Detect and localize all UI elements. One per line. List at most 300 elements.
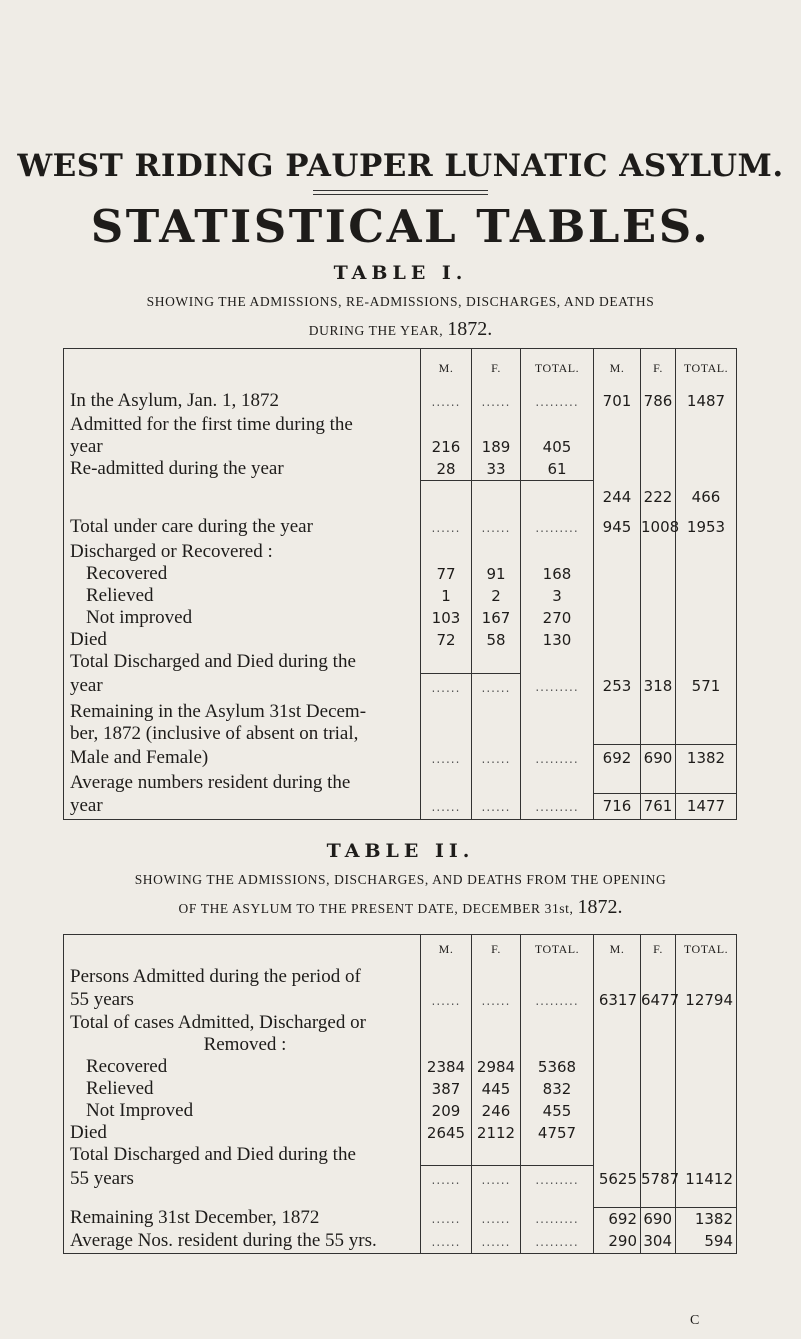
table1--cell-t2: 1953 bbox=[676, 514, 737, 541]
leader-dots: ...... bbox=[481, 680, 511, 695]
table2-header-label-cell bbox=[64, 935, 421, 965]
table1--row bbox=[64, 701, 737, 723]
leader-dots: ......... bbox=[535, 799, 579, 814]
table1--cell-m2 bbox=[594, 585, 641, 607]
leader-dots: ...... bbox=[431, 394, 461, 409]
table2--cell-m2 bbox=[594, 1100, 641, 1122]
table2--cell-m2: 5625 bbox=[594, 1166, 641, 1194]
table2--cell-m2 bbox=[594, 1193, 641, 1207]
table2--cell-f1: 246 bbox=[472, 1100, 521, 1122]
table1--cell-t1 bbox=[521, 514, 594, 541]
table1--cell-t1: 405 bbox=[521, 436, 594, 458]
leader-dots: ......... bbox=[535, 394, 579, 409]
table2--cell-m1 bbox=[421, 1144, 472, 1166]
table2--cell-m1: 387 bbox=[421, 1078, 472, 1100]
table2--cell-f1: 2112 bbox=[472, 1122, 521, 1144]
table1--cell-m2 bbox=[594, 414, 641, 436]
table2-header-m-summary: M. bbox=[594, 935, 641, 965]
table2--row bbox=[64, 1078, 737, 1100]
table1--cell-t2 bbox=[676, 436, 737, 458]
leader-dots: ......... bbox=[535, 1235, 579, 1249]
leader-dots: ...... bbox=[431, 1235, 461, 1249]
table1-subtitle-year: 1872. bbox=[447, 318, 493, 340]
leader-dots: ......... bbox=[535, 680, 579, 694]
table1--cell-m1: 77 bbox=[421, 563, 472, 585]
table1--cell-t1 bbox=[521, 414, 594, 436]
table2--row bbox=[64, 1144, 737, 1166]
table2--cell-t2: 11412 bbox=[676, 1166, 737, 1194]
table2--cell-m2 bbox=[594, 1078, 641, 1100]
table2--row-label: Recovered bbox=[64, 1056, 421, 1078]
table1--cell-m1 bbox=[421, 389, 472, 414]
table2--cell-m2 bbox=[594, 1122, 641, 1144]
table1--cell-f1: 189 bbox=[472, 436, 521, 458]
table1--cell-f2 bbox=[641, 629, 676, 651]
table2--row bbox=[64, 1230, 737, 1254]
table1--cell-m1 bbox=[421, 673, 472, 701]
table2--cell-m1: 2384 bbox=[421, 1056, 472, 1078]
table1--cell-t1: 3 bbox=[521, 585, 594, 607]
table2 bbox=[63, 934, 737, 1254]
table1--cell-f1 bbox=[472, 480, 521, 514]
table1--cell-t2 bbox=[676, 563, 737, 585]
table1--cell-m1: 28 bbox=[421, 458, 472, 481]
table1--cell-m2: 244 bbox=[594, 480, 641, 514]
title-rule-bottom bbox=[313, 194, 488, 195]
table1--cell-f1 bbox=[472, 673, 521, 701]
table2--row-label: Died bbox=[64, 1122, 421, 1144]
table1-title: TABLE I. bbox=[333, 262, 468, 284]
leader-dots: ......... bbox=[535, 521, 579, 535]
table1--cell-f1 bbox=[472, 745, 521, 772]
leader-dots: ...... bbox=[481, 1212, 511, 1226]
table1--cell-m2 bbox=[594, 541, 641, 563]
table1-header-total-summary: TOTAL. bbox=[676, 349, 737, 389]
table2--cell-t2 bbox=[676, 965, 737, 989]
table2--cell-m1 bbox=[421, 1207, 472, 1230]
table2--cell-f1 bbox=[472, 965, 521, 989]
leader-dots: ......... bbox=[535, 751, 579, 766]
table1-header-m: M. bbox=[421, 349, 472, 389]
leader-dots: ...... bbox=[431, 993, 461, 1008]
table1--cell-t1 bbox=[521, 651, 594, 673]
table2--cell-t2: 1382 bbox=[676, 1207, 737, 1230]
table1--cell-f1 bbox=[472, 651, 521, 673]
table1--row-label: Relieved bbox=[64, 585, 421, 607]
table1--cell-m2: 692 bbox=[594, 745, 641, 772]
table1--cell-t1: 168 bbox=[521, 563, 594, 585]
table1--row bbox=[64, 436, 737, 458]
table2--cell-f2 bbox=[641, 1193, 676, 1207]
table2--cell-m2: 692 bbox=[594, 1207, 641, 1230]
table2--row bbox=[64, 989, 737, 1012]
table1--cell-f2: 318 bbox=[641, 673, 676, 701]
table2--cell-m1 bbox=[421, 1034, 472, 1056]
table2--row-label: 55 years bbox=[64, 1166, 421, 1194]
table1--cell-f2: 1008 bbox=[641, 514, 676, 541]
table1-header-total: TOTAL. bbox=[521, 349, 594, 389]
table2--cell-t1 bbox=[521, 1207, 594, 1230]
table2--cell-t1 bbox=[521, 1166, 594, 1194]
table1--row bbox=[64, 723, 737, 745]
table2--cell-t1 bbox=[521, 1193, 594, 1207]
table2--cell-f2: 5787 bbox=[641, 1166, 676, 1194]
table2--row-label: Not Improved bbox=[64, 1100, 421, 1122]
table2--cell-t2 bbox=[676, 1012, 737, 1034]
table2--cell-m1 bbox=[421, 1230, 472, 1254]
leader-dots: ......... bbox=[535, 1212, 579, 1226]
table2--cell-f1: 445 bbox=[472, 1078, 521, 1100]
table1--cell-t1 bbox=[521, 673, 594, 701]
table2--cell-t2 bbox=[676, 1193, 737, 1207]
table1--cell-m1 bbox=[421, 541, 472, 563]
table1--cell-f2 bbox=[641, 651, 676, 673]
table1--cell-t2 bbox=[676, 458, 737, 481]
table2--cell-f1 bbox=[472, 1193, 521, 1207]
table1--row bbox=[64, 651, 737, 673]
table2--cell-t2 bbox=[676, 1100, 737, 1122]
table2--cell-t1: 832 bbox=[521, 1078, 594, 1100]
table2--cell-m2 bbox=[594, 1012, 641, 1034]
table1--cell-f1: 91 bbox=[472, 563, 521, 585]
table1--row bbox=[64, 414, 737, 436]
table2--cell-m2: 290 bbox=[594, 1230, 641, 1254]
table1--cell-f2 bbox=[641, 563, 676, 585]
table2--cell-f1 bbox=[472, 1034, 521, 1056]
table2--cell-t1 bbox=[521, 965, 594, 989]
table2--row bbox=[64, 1056, 737, 1078]
table2--cell-m1 bbox=[421, 1012, 472, 1034]
table1--cell-m2 bbox=[594, 651, 641, 673]
table1--row bbox=[64, 389, 737, 414]
leader-dots: ...... bbox=[431, 521, 461, 535]
table1--row-label bbox=[64, 480, 421, 514]
table1--cell-t1 bbox=[521, 480, 594, 514]
table1--cell-m2: 253 bbox=[594, 673, 641, 701]
table1--row bbox=[64, 607, 737, 629]
table1--cell-t1 bbox=[521, 541, 594, 563]
table1--cell-f1 bbox=[472, 389, 521, 414]
table2-header-f-summary: F. bbox=[641, 935, 676, 965]
table1--cell-f2 bbox=[641, 458, 676, 481]
table2--cell-t1 bbox=[521, 1034, 594, 1056]
table1--row-label: ber, 1872 (inclusive of absent on trial, bbox=[64, 723, 421, 745]
table2--cell-t1 bbox=[521, 989, 594, 1012]
table1--cell-m2: 701 bbox=[594, 389, 641, 414]
table1--cell-t1 bbox=[521, 794, 594, 820]
table1--cell-m1: 72 bbox=[421, 629, 472, 651]
table2--cell-f2 bbox=[641, 1122, 676, 1144]
table1--cell-f2 bbox=[641, 701, 676, 723]
table1-subtitle-line1: SHOWING THE ADMISSIONS, RE-ADMISSIONS, DISCHARGES, AND DEATHS bbox=[146, 294, 655, 309]
table1--cell-t2: 1382 bbox=[676, 745, 737, 772]
table1--cell-t1 bbox=[521, 389, 594, 414]
table2--row-label: Relieved bbox=[64, 1078, 421, 1100]
table1--row bbox=[64, 563, 737, 585]
table2--row bbox=[64, 1207, 737, 1230]
table1--row bbox=[64, 794, 737, 820]
table2--cell-f1 bbox=[472, 1166, 521, 1194]
leader-dots: ...... bbox=[431, 1212, 461, 1226]
table1--cell-m1: 216 bbox=[421, 436, 472, 458]
table2--cell-f2 bbox=[641, 1100, 676, 1122]
table1--row-label: Re-admitted during the year bbox=[64, 458, 421, 481]
table2--cell-f2 bbox=[641, 965, 676, 989]
table1--cell-t1 bbox=[521, 745, 594, 772]
table1--cell-f1 bbox=[472, 414, 521, 436]
leader-dots: ...... bbox=[481, 751, 511, 766]
leader-dots: ...... bbox=[481, 521, 511, 535]
table1--row-label: Recovered bbox=[64, 563, 421, 585]
table2--cell-t2: 594 bbox=[676, 1230, 737, 1254]
table1--cell-f1: 167 bbox=[472, 607, 521, 629]
table1--cell-m1: 103 bbox=[421, 607, 472, 629]
table1--cell-t2: 1477 bbox=[676, 794, 737, 820]
table2--cell-m1 bbox=[421, 989, 472, 1012]
table1--cell-m2 bbox=[594, 607, 641, 629]
table2--cell-m1: 2645 bbox=[421, 1122, 472, 1144]
table2--cell-m2 bbox=[594, 965, 641, 989]
table1--cell-m2 bbox=[594, 701, 641, 723]
table2--cell-t1: 455 bbox=[521, 1100, 594, 1122]
table2--cell-m2 bbox=[594, 1144, 641, 1166]
table1--cell-t1 bbox=[521, 723, 594, 745]
table2-title: TABLE II. bbox=[326, 840, 475, 862]
table1--cell-m2 bbox=[594, 458, 641, 481]
leader-dots: ...... bbox=[481, 993, 511, 1008]
table2--cell-f1 bbox=[472, 1207, 521, 1230]
table2-subtitle-line1: SHOWING THE ADMISSIONS, DISCHARGES, AND DEATHS FROM THE OPENING bbox=[134, 872, 667, 887]
table2-header-m: M. bbox=[421, 935, 472, 965]
table1--cell-m1 bbox=[421, 772, 472, 794]
table2--cell-f2 bbox=[641, 1012, 676, 1034]
page-signature-mark: C bbox=[690, 1313, 700, 1328]
leader-dots: ...... bbox=[481, 1173, 511, 1187]
table1 bbox=[63, 348, 737, 820]
leader-dots: ...... bbox=[481, 1235, 511, 1249]
table1--cell-m2: 945 bbox=[594, 514, 641, 541]
table1--cell-m2 bbox=[594, 436, 641, 458]
table1--cell-f1 bbox=[472, 794, 521, 820]
table1--row bbox=[64, 772, 737, 794]
table1--cell-f2 bbox=[641, 723, 676, 745]
table1--row bbox=[64, 673, 737, 701]
table2--cell-f1 bbox=[472, 1144, 521, 1166]
table1--row-label: In the Asylum, Jan. 1, 1872 bbox=[64, 389, 421, 414]
table2--row-label: Remaining 31st December, 1872 bbox=[64, 1207, 421, 1230]
table1--cell-f2 bbox=[641, 541, 676, 563]
table1--cell-m1 bbox=[421, 745, 472, 772]
table2--row-label: Persons Admitted during the period of bbox=[64, 965, 421, 989]
table1--row-label: Admitted for the first time during the bbox=[64, 414, 421, 436]
table1--row-label: year bbox=[64, 794, 421, 820]
table1--cell-f2: 690 bbox=[641, 745, 676, 772]
table1--cell-m2 bbox=[594, 563, 641, 585]
table1--cell-f1 bbox=[472, 541, 521, 563]
table1-subtitle-line2: DURING THE YEAR, 1872. bbox=[308, 318, 493, 340]
table1-header-m-summary: M. bbox=[594, 349, 641, 389]
leader-dots: ...... bbox=[431, 1173, 461, 1187]
table1--cell-m1 bbox=[421, 480, 472, 514]
table1--cell-f1 bbox=[472, 514, 521, 541]
table1--row bbox=[64, 458, 737, 481]
table1--row-label: Average numbers resident during the bbox=[64, 772, 421, 794]
table1--cell-f2 bbox=[641, 772, 676, 794]
table2--cell-f1 bbox=[472, 1230, 521, 1254]
table1--cell-f1 bbox=[472, 723, 521, 745]
table1--row bbox=[64, 480, 737, 514]
table1--row-label: Total Discharged and Died during the bbox=[64, 651, 421, 673]
table2--cell-t2 bbox=[676, 1056, 737, 1078]
table1--cell-t2: 466 bbox=[676, 480, 737, 514]
table2--cell-t2: 12794 bbox=[676, 989, 737, 1012]
table2--cell-f1 bbox=[472, 989, 521, 1012]
table1--row-label: Not improved bbox=[64, 607, 421, 629]
table1--cell-t2 bbox=[676, 723, 737, 745]
table1--cell-t1: 270 bbox=[521, 607, 594, 629]
table1--cell-t1 bbox=[521, 701, 594, 723]
table2--row bbox=[64, 1012, 737, 1034]
table2--cell-t1 bbox=[521, 1012, 594, 1034]
table2-header-f: F. bbox=[472, 935, 521, 965]
table2--row-label bbox=[64, 1193, 421, 1207]
table2--row bbox=[64, 1122, 737, 1144]
table2--cell-f2 bbox=[641, 1144, 676, 1166]
table1--cell-t1: 61 bbox=[521, 458, 594, 481]
table2--cell-m2: 6317 bbox=[594, 989, 641, 1012]
table1--cell-m2 bbox=[594, 629, 641, 651]
table1--cell-t2 bbox=[676, 651, 737, 673]
table1-header-f: F. bbox=[472, 349, 521, 389]
table1--cell-f2 bbox=[641, 607, 676, 629]
table1--cell-t2 bbox=[676, 541, 737, 563]
institution-heading: WEST RIDING PAUPER LUNATIC ASYLUM. bbox=[17, 148, 784, 184]
table2--cell-t1: 5368 bbox=[521, 1056, 594, 1078]
table1--cell-f1: 33 bbox=[472, 458, 521, 481]
table2--cell-f2: 304 bbox=[641, 1230, 676, 1254]
table1--cell-m1: 1 bbox=[421, 585, 472, 607]
table1--row-label: Total under care during the year bbox=[64, 514, 421, 541]
table2--cell-f2 bbox=[641, 1056, 676, 1078]
table1--cell-t1: 130 bbox=[521, 629, 594, 651]
leader-dots: ...... bbox=[431, 799, 461, 814]
table1-header-f-summary: F. bbox=[641, 349, 676, 389]
table1--cell-m1 bbox=[421, 414, 472, 436]
table1--cell-f2: 222 bbox=[641, 480, 676, 514]
table1--cell-f1: 58 bbox=[472, 629, 521, 651]
table1--cell-f2: 786 bbox=[641, 389, 676, 414]
table2-header-total: TOTAL. bbox=[521, 935, 594, 965]
table1--cell-t2 bbox=[676, 607, 737, 629]
table2--cell-t2 bbox=[676, 1144, 737, 1166]
table1--cell-t2 bbox=[676, 414, 737, 436]
table2--row-label: Total Discharged and Died during the bbox=[64, 1144, 421, 1166]
table1--cell-t1 bbox=[521, 772, 594, 794]
table2--cell-f2 bbox=[641, 1078, 676, 1100]
table1--row bbox=[64, 514, 737, 541]
table2--row bbox=[64, 1193, 737, 1207]
table2--cell-m1: 209 bbox=[421, 1100, 472, 1122]
table2-subtitle-year: 1872. bbox=[577, 896, 623, 918]
table1--cell-t2 bbox=[676, 585, 737, 607]
table2--row bbox=[64, 1034, 737, 1056]
table1--cell-t2: 1487 bbox=[676, 389, 737, 414]
title-rule-top bbox=[313, 190, 488, 191]
table2-subtitle-line2: OF THE ASYLUM TO THE PRESENT DATE, DECEMBER 31st, 1872. bbox=[178, 896, 623, 918]
table2--cell-f1 bbox=[472, 1012, 521, 1034]
table2--cell-f2: 6477 bbox=[641, 989, 676, 1012]
table1--row-label: year bbox=[64, 436, 421, 458]
table1--cell-m1 bbox=[421, 514, 472, 541]
table2--cell-m1 bbox=[421, 1193, 472, 1207]
table2--cell-t1 bbox=[521, 1144, 594, 1166]
table2--cell-m2 bbox=[594, 1034, 641, 1056]
table1--row-label: Died bbox=[64, 629, 421, 651]
table2--cell-m2 bbox=[594, 1056, 641, 1078]
leader-dots: ...... bbox=[481, 799, 511, 814]
table2--cell-t2 bbox=[676, 1034, 737, 1056]
table1--row bbox=[64, 629, 737, 651]
table1--cell-t2 bbox=[676, 772, 737, 794]
table1--row-label: year bbox=[64, 673, 421, 701]
table2--cell-t2 bbox=[676, 1122, 737, 1144]
leader-dots: ......... bbox=[535, 1173, 579, 1187]
table1--row-label: Remaining in the Asylum 31st Decem- bbox=[64, 701, 421, 723]
table2--row bbox=[64, 1166, 737, 1194]
table2-header-total-summary: TOTAL. bbox=[676, 935, 737, 965]
table2--row bbox=[64, 1100, 737, 1122]
table1--cell-f2: 761 bbox=[641, 794, 676, 820]
table1--cell-f2 bbox=[641, 585, 676, 607]
table2--cell-f2: 690 bbox=[641, 1207, 676, 1230]
table1--row bbox=[64, 541, 737, 563]
leader-dots: ...... bbox=[431, 751, 461, 766]
table1--cell-m2: 716 bbox=[594, 794, 641, 820]
table1--cell-m1 bbox=[421, 651, 472, 673]
table1--cell-f2 bbox=[641, 436, 676, 458]
table1--cell-m1 bbox=[421, 723, 472, 745]
table2--row-label: Removed : bbox=[64, 1034, 421, 1056]
table2--row-label: 55 years bbox=[64, 989, 421, 1012]
table1--cell-t2: 571 bbox=[676, 673, 737, 701]
table1--cell-t2 bbox=[676, 701, 737, 723]
table1--cell-m2 bbox=[594, 772, 641, 794]
table2-column-header-row bbox=[64, 935, 737, 965]
table1--cell-m1 bbox=[421, 701, 472, 723]
main-title: STATISTICAL TABLES. bbox=[90, 200, 711, 253]
table1--row-label: Male and Female) bbox=[64, 745, 421, 772]
table2--cell-f1: 2984 bbox=[472, 1056, 521, 1078]
table2--cell-m1 bbox=[421, 965, 472, 989]
table2--cell-t1: 4757 bbox=[521, 1122, 594, 1144]
leader-dots: ......... bbox=[535, 993, 579, 1008]
table1--cell-t2 bbox=[676, 629, 737, 651]
table1--cell-f1 bbox=[472, 701, 521, 723]
table2--row bbox=[64, 965, 737, 989]
table1--cell-m2 bbox=[594, 723, 641, 745]
table1--cell-f1 bbox=[472, 772, 521, 794]
leader-dots: ...... bbox=[481, 394, 511, 409]
table1-header-label-cell bbox=[64, 349, 421, 389]
table2--cell-m1 bbox=[421, 1166, 472, 1194]
table2--cell-t1 bbox=[521, 1230, 594, 1254]
table1--row-label: Discharged or Recovered : bbox=[64, 541, 421, 563]
table1--cell-f2 bbox=[641, 414, 676, 436]
table1--row bbox=[64, 745, 737, 772]
table1--row bbox=[64, 585, 737, 607]
table1--cell-f1: 2 bbox=[472, 585, 521, 607]
table2--row-label: Total of cases Admitted, Discharged or bbox=[64, 1012, 421, 1034]
